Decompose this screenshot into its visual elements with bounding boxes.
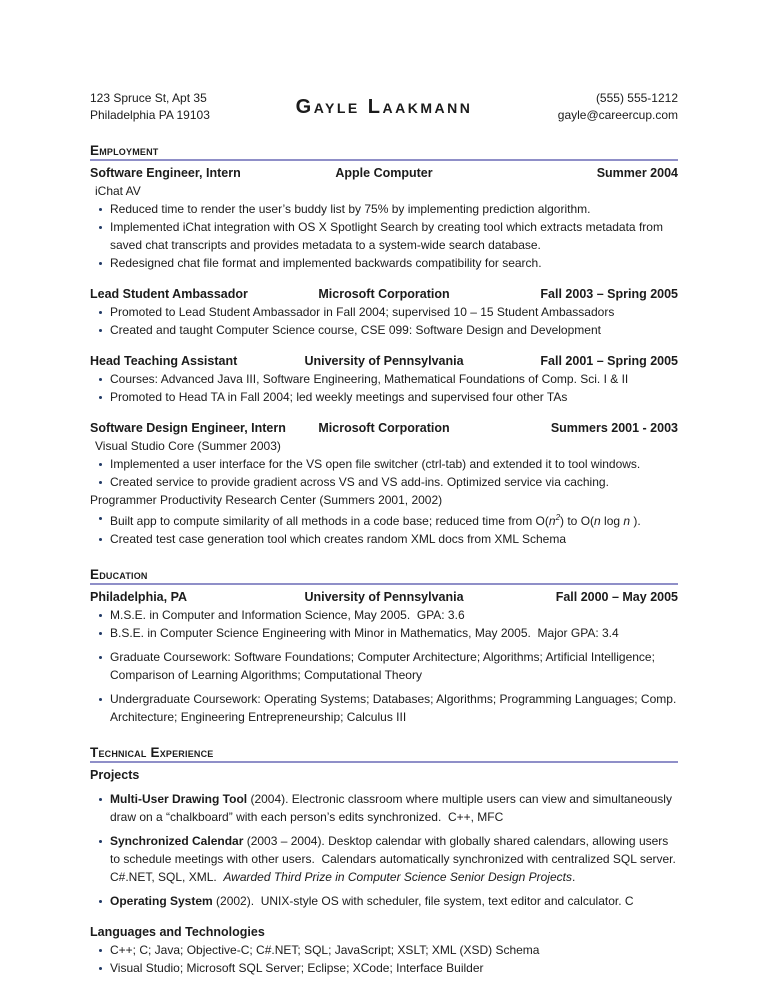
entry-org: Microsoft Corporation: [318, 421, 450, 435]
entry-title: Software Engineer, Intern: [90, 166, 241, 180]
section-title: Education: [90, 567, 148, 582]
entry-heading-row: [90, 164, 678, 182]
bullet-item: [90, 218, 678, 254]
entry-org: Microsoft Corporation: [318, 287, 450, 301]
entry-dates: Summer 2004: [596, 166, 678, 180]
entry-title: Head Teaching Assistant: [90, 354, 238, 368]
section-rule: [90, 583, 678, 585]
entry-heading-row: [90, 352, 678, 370]
bullet-text: Synchronized Calendar (2003 – 2004). Desktop calendar with globally shared calendars, allowing users to schedule meetings with other users. Calendars automatically synchronized with centralized SQL server. C#.NET, SQL, XML. Awarded Third Prize in Computer Science Senior Design Projects.: [110, 834, 683, 884]
bullet-text: Promoted to Head TA in Fall 2004; led weekly meetings and supervised four other TAs: [110, 390, 568, 404]
bullet-item: [90, 200, 678, 218]
bullet-item: [90, 254, 678, 272]
entry-org: University of Pennsylvania: [304, 354, 464, 368]
entry: [90, 766, 683, 910]
phone-number: (555) 555-1212: [595, 91, 678, 105]
bullet-text: Created service to provide gradient across VS and VS add-ins. Optimized service via caching.: [110, 475, 609, 489]
bullet-item: [90, 370, 678, 388]
bullet-text: Undergraduate Coursework: Operating Systems; Databases; Algorithms; Programming Languages; Comp. Architecture; Engineering Entrepreneurship; Calculus III: [110, 692, 679, 724]
entry-title: Lead Student Ambassador: [90, 287, 248, 301]
bullet-text: Reduced time to render the user’s buddy list by 75% by implementing prediction algorithm.: [110, 202, 591, 216]
entry-org: Apple Computer: [335, 166, 433, 180]
bullet-text: Courses: Advanced Java III, Software Engineering, Mathematical Foundations of Comp. Sci. I & II: [110, 372, 629, 386]
entry-title: Projects: [90, 768, 140, 782]
entry-org: University of Pennsylvania: [304, 590, 464, 604]
entry-subheading: Visual Studio Core (Summer 2003): [95, 439, 281, 453]
bullet-item: [90, 388, 678, 406]
entry-dates: Fall 2001 – Spring 2005: [540, 354, 678, 368]
bullet-text: Created and taught Computer Science course, CSE 099: Software Design and Development: [110, 323, 601, 337]
contact-block: [480, 90, 678, 124]
entry-heading-row: [90, 419, 678, 437]
entry-title: Languages and Technologies: [90, 925, 265, 939]
bullet-text: Visual Studio; Microsoft SQL Server; Eclipse; XCode; Interface Builder: [110, 961, 484, 975]
section-employment: [90, 143, 678, 548]
bullet-text: Promoted to Lead Student Ambassador in Fall 2004; supervised 10 – 15 Student Ambassadors: [110, 305, 615, 319]
bullet-text: Built app to compute similarity of all methods in a code base; reduced time from $O(n^2)$ to O(n log n ).: [110, 513, 641, 528]
bullet-dot-icon: [99, 798, 102, 801]
entry-heading-row: [90, 588, 678, 606]
bullet-dot-icon: [99, 226, 102, 229]
bullet-item: [90, 790, 678, 826]
section-rule: [90, 761, 678, 763]
entry: [90, 923, 678, 977]
bullet-item: [90, 624, 678, 642]
bullet-item: [90, 509, 678, 530]
bullet-dot-icon: [99, 698, 102, 701]
bullet-dot-icon: [99, 378, 102, 381]
bullet-dot-icon: [99, 840, 102, 843]
bullet-text: Graduate Coursework: Software Foundations; Computer Architecture; Algorithms; Artificial Intelligence; Comparison of Learning Algorithms; Computational Theory: [110, 650, 659, 682]
bullet-dot-icon: [99, 517, 102, 520]
bullet-dot-icon: [99, 967, 102, 970]
bullet-dot-icon: [99, 208, 102, 211]
bullet-dot-icon: [99, 538, 102, 541]
resume-header: [90, 90, 678, 124]
bullet-text: Redesigned chat file format and implemented backwards compatibility for search.: [110, 256, 542, 270]
section-title: Employment: [90, 143, 159, 158]
bullet-text: Created test case generation tool which creates random XML docs from XML Schema: [110, 532, 566, 546]
bullet-dot-icon: [99, 311, 102, 314]
section-title: Technical Experience: [90, 745, 214, 760]
address-block: [90, 90, 288, 124]
bullet-item: [90, 648, 678, 684]
bullet-dot-icon: [99, 262, 102, 265]
resume-sections: [90, 143, 683, 977]
section-rule: [90, 159, 678, 161]
entry: [90, 419, 678, 548]
entry-title: Philadelphia, PA: [90, 590, 188, 604]
entry: [90, 588, 678, 726]
entry: [90, 164, 678, 272]
bullet-item: [90, 473, 678, 491]
bullet-item: [90, 455, 678, 473]
bullet-item: [90, 892, 678, 910]
address-line-2: Philadelphia PA 19103: [90, 108, 210, 122]
bullet-dot-icon: [99, 463, 102, 466]
section-technical-experience: [90, 745, 683, 977]
candidate-name: Gayle Laakmann: [295, 95, 473, 118]
entry: [90, 285, 678, 339]
entry-subheading: Programmer Productivity Research Center (Summers 2001, 2002): [90, 493, 443, 507]
bullet-item: [90, 959, 678, 977]
entry-heading-row: [90, 923, 678, 941]
bullet-item: [90, 941, 678, 959]
bullet-item: [90, 606, 678, 624]
entry-title: Software Design Engineer, Intern: [90, 421, 286, 435]
bullet-text: M.S.E. in Computer and Information Science, May 2005. GPA: 3.6: [110, 608, 465, 622]
bullet-item: [90, 832, 683, 886]
entry-dates: Summers 2001 - 2003: [550, 421, 678, 435]
bullet-text: Implemented iChat integration with OS X Spotlight Search by creating tool which extracts metadata from saved chat transcripts and provides metadata to a system-wide search database.: [110, 220, 667, 252]
bullet-text: Multi-User Drawing Tool (2004). Electronic classroom where multiple users can view and simultaneously draw on a “chalkboard” with each person’s edits synchronized. C++, MFC: [110, 792, 676, 824]
bullet-dot-icon: [99, 632, 102, 635]
bullet-dot-icon: [99, 949, 102, 952]
entry-dates: [384, 766, 678, 784]
entry-dates: [384, 923, 678, 941]
entry-subheading: iChat AV: [95, 184, 141, 198]
entry: [90, 352, 678, 406]
bullet-text: Implemented a user interface for the VS open file switcher (ctrl-tab) and extended it to tool windows.: [110, 457, 641, 471]
email-address: gayle@careercup.com: [557, 108, 678, 122]
bullet-item: [90, 530, 678, 548]
entry-heading-row: [90, 285, 678, 303]
address-line-1: 123 Spruce St, Apt 35: [90, 91, 207, 105]
bullet-dot-icon: [99, 900, 102, 903]
entry-heading-row: [90, 766, 678, 784]
entry-dates: Fall 2003 – Spring 2005: [540, 287, 678, 301]
bullet-item: [90, 690, 678, 726]
bullet-dot-icon: [99, 614, 102, 617]
section-education: [90, 567, 678, 726]
bullet-text: B.S.E. in Computer Science Engineering with Minor in Mathematics, May 2005. Major GPA: 3.4: [110, 626, 619, 640]
bullet-dot-icon: [99, 329, 102, 332]
entry-dates: Fall 2000 – May 2005: [555, 590, 678, 604]
bullet-dot-icon: [99, 481, 102, 484]
bullet-text: Operating System (2002). UNIX-style OS with scheduler, file system, text editor and calculator. C: [110, 894, 634, 908]
bullet-text: C++; C; Java; Objective-C; C#.NET; SQL; JavaScript; XSLT; XML (XSD) Schema: [110, 943, 540, 957]
bullet-item: [90, 321, 678, 339]
bullet-dot-icon: [99, 396, 102, 399]
bullet-dot-icon: [99, 656, 102, 659]
bullet-item: [90, 303, 678, 321]
